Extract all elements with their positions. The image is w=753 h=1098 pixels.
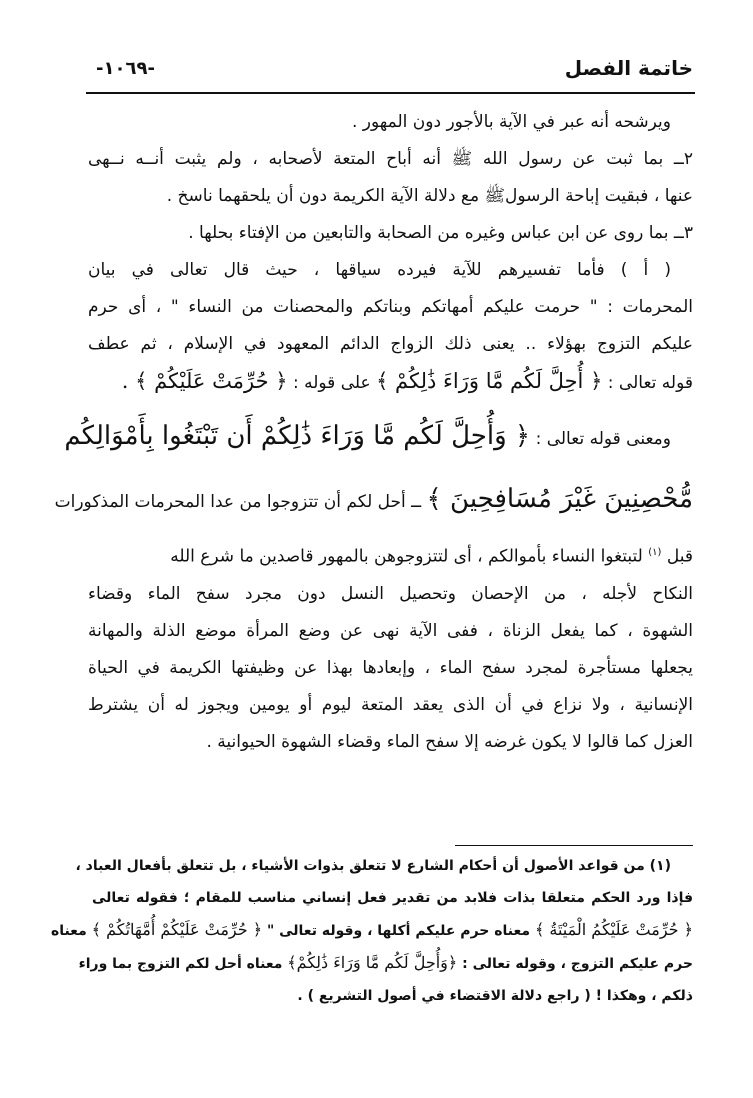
body-text-segment: ــ أحل لكم أن تتزوجوا من عدا المحرمات المذكورات [54,492,422,512]
footnote [50,850,693,1012]
body-line: عنها ، فبقيت إباحة الرسولﷺ مع دلالة الآية الكريمة دون أن يلحقهما ناسخ . [166,186,693,206]
page-header [88,56,693,92]
body-text [54,104,693,761]
footnote-segment: معناه حرم عليكم أكلها ، وقوله تعالى " [266,923,531,939]
body-line [88,363,693,402]
chapter-title: خاتمة الفصل [564,56,693,80]
body-text-segment: قوله تعالى : [607,373,693,393]
body-line: العزل كما قالوا لا يكون غرضه إلا سفح الماء وقضاء الشهوة الحيوانية . [206,731,693,752]
quran-verse: مُّحْصِنِينَ غَيْرَ مُسَافِحِينَ ﴾ [426,484,693,514]
quran-verse: ﴿ حُرِّمَتْ عَلَيْكُمُ الْمَيْتَةُ ﴾ [534,920,693,939]
body-line [64,410,693,465]
body-text-segment: لتبتغوا النساء بأموالكم ، أى لتتزوجوهن بالمهور قاصدين ما شرع الله [170,546,643,567]
page-number: -١٠٦٩- [96,58,155,79]
footnote-segment: معناه [50,923,87,939]
body-text-segment: قبل [666,546,693,567]
footnote-reference: (١) [648,547,662,558]
body-line: الشهوة ، كما يفعل الزناة ، ففى الآية نهى عن وضع المرأة موضع الذلة والمهانة [88,620,693,641]
quran-verse: ﴿ وَأُحِلَّ لَكُم مَّا وَرَاءَ ذَٰلِكُمْ أَن تَبْتَغُوا بِأَمْوَالِكُم [64,421,531,451]
footnote-divider [455,845,693,846]
quran-verse: ﴿ أُحِلَّ لَكُم مَّا وَرَاءَ ذَٰلِكُمْ ﴾ [376,369,603,393]
footnote-line [78,947,693,980]
footnote-segment: معناه أحل لكم التزوج بما وراء [78,956,283,972]
body-text-segment: ومعنى قوله تعالى : [535,429,671,449]
body-line: ( أ ) فأما تفسيرهم للآية فيرده سياقها ، حيث قال تعالى في بيان [88,260,671,280]
footnote-line: فإذا ورد الحكم متعلقا بذات فلابد من تقدير فعل إنساني مناسب للمقام ؛ فقوله تعالى [92,890,693,906]
body-line: الإنسانية ، ولا نزاع في أن الذى يعقد المتعة ليوم أو يومين ويجوز له أن يشترط [88,694,693,715]
body-line: ويرشحه أنه عبر في الآية بالأجور دون المهور . [352,112,671,132]
quran-verse: ﴿ حُرِّمَتْ عَلَيْكُمْ أُمَّهَاتُكُمْ ﴾ [91,920,263,939]
body-line: النكاح لأجله ، من الإحصان وتحصيل النسل دون مجرد سفح الماء وقضاء [88,583,693,604]
footnote-line: ذلكم ، وهكذا ! ( راجع دلالة الاقتضاء في أصول التشريع ) . [297,988,693,1004]
body-line: ٣ــ بما روى عن ابن عباس وغيره من الصحابة والتابعين من الإفتاء بحلها . [188,223,693,243]
body-line: عليكم التزوج بهؤلاء .. يعنى ذلك الزواج الدائم المعهود في الإسلام ، ثم عطف [88,334,693,354]
quran-verse: ﴿ حُرِّمَتْ عَلَيْكُمْ ﴾ . [121,369,288,393]
body-line: ٢ــ بما ثبت عن رسول الله ﷺ أنه أباح المتعة لأصحابه ، ولم يثبت أنــه نــهى [88,149,693,169]
footnote-line: (١) من قواعد الأصول أن أحكام الشارع لا تتعلق بذوات الأشياء ، بل تتعلق بأفعال العباد ، [75,858,671,874]
body-line [54,473,693,528]
body-line: يجعلها مستأجرة لمجرد سفح الماء ، وإبعادها بهذا عن وظيفتها الكريمة في الحياة [88,657,693,678]
body-line [88,534,693,576]
body-line: المحرمات : " حرمت عليكم أمهاتكم وبناتكم والمحصنات من النساء " ، أى حرم [88,297,693,317]
footnote-segment: حرم عليكم التزوج ، وقوله تعالى : [462,956,693,972]
footnote-line [50,914,693,947]
header-divider [86,92,695,94]
quran-verse: ﴿وَأُحِلَّ لَكُم مَّا وَرَاءَ ذَٰلِكُمْ﴾ [287,953,458,972]
body-text-segment: على قوله : [292,373,371,393]
